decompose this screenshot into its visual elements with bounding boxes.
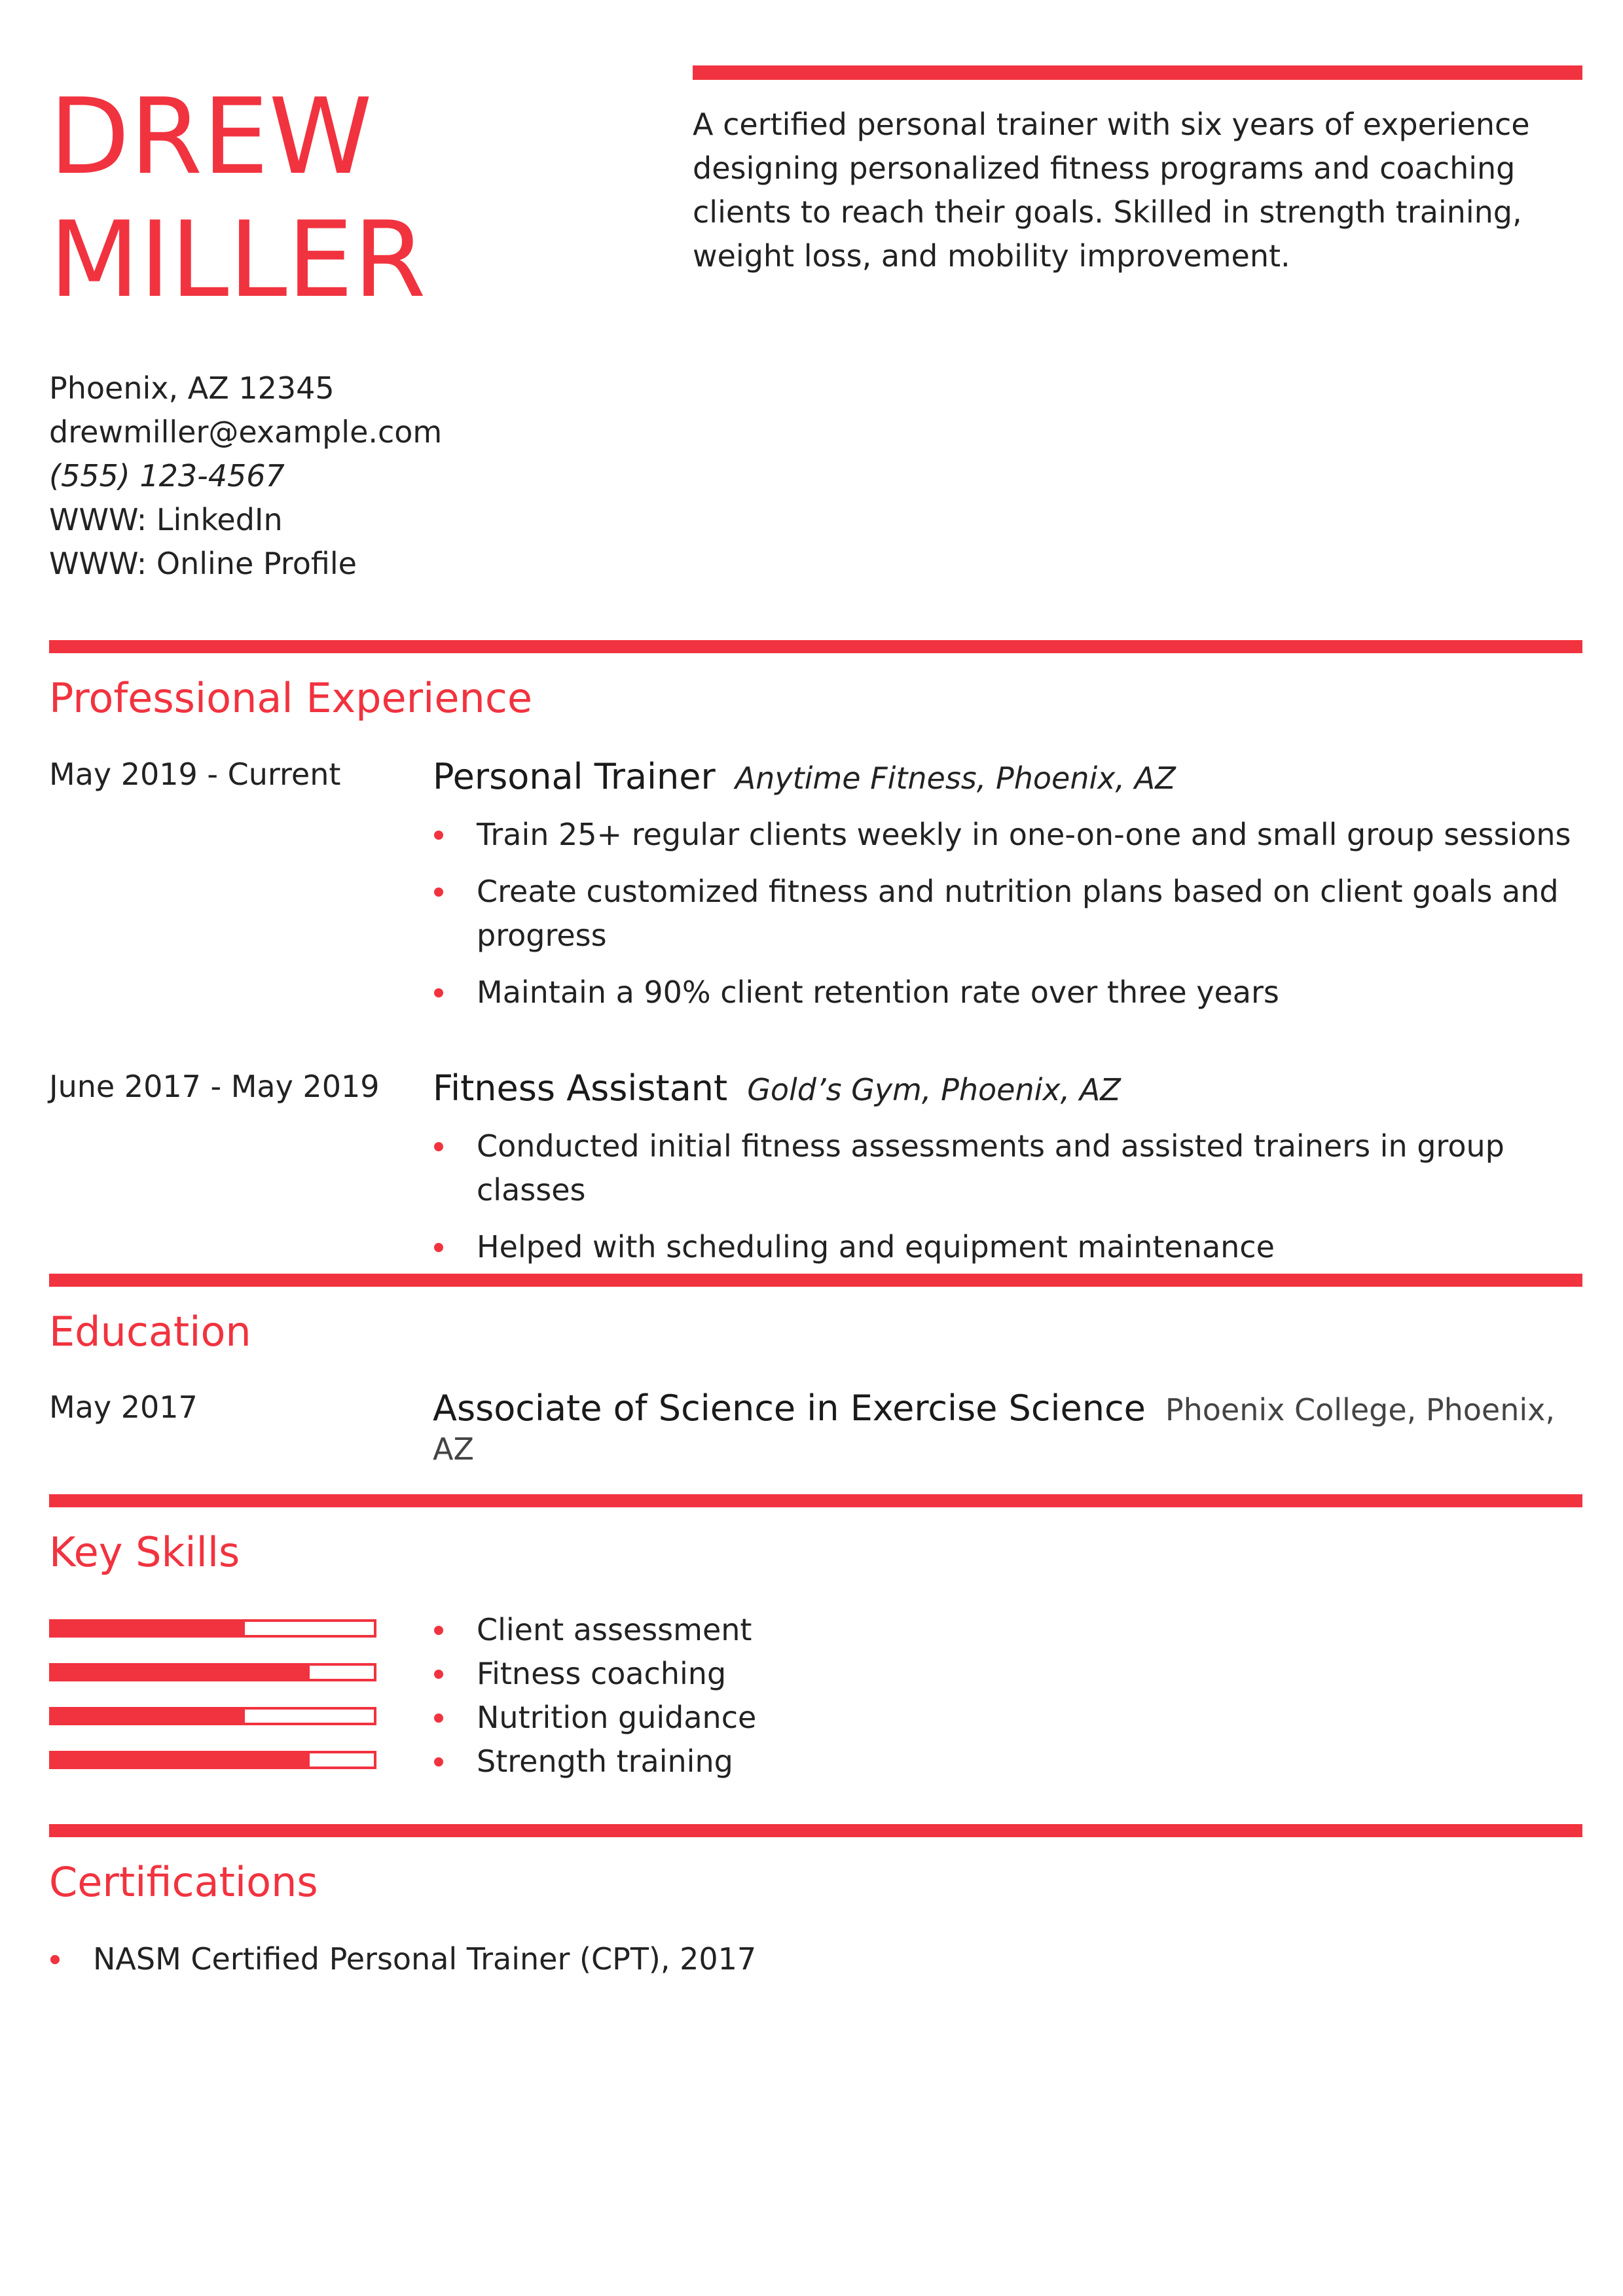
skill-level-bar bbox=[49, 1751, 376, 1769]
contact-online-profile[interactable]: WWW: Online Profile bbox=[49, 546, 357, 581]
education-heading: Education bbox=[49, 1308, 251, 1355]
skill-level-fill bbox=[52, 1753, 310, 1767]
summary-text: A certified personal trainer with six years of experience designing personalized fitness programs and coaching clients to reach their goals. Skilled in strength training, weight loss, and mobility improvement. bbox=[693, 107, 1530, 274]
job-2 bbox=[433, 1066, 1572, 1269]
job-2-dates: June 2017 - May 2019 bbox=[49, 1069, 380, 1104]
job-1-dates: May 2019 - Current bbox=[49, 757, 341, 792]
name-first: DREW bbox=[49, 75, 373, 198]
skills-heading: Key Skills bbox=[49, 1528, 240, 1576]
experience-rule bbox=[49, 640, 1582, 653]
list-item: Conducted initial fitness assessments and assisted trainers in group classes bbox=[433, 1124, 1572, 1212]
job-1 bbox=[433, 754, 1572, 1014]
education-rule bbox=[49, 1274, 1582, 1287]
contact-location: Phoenix, AZ 12345 bbox=[49, 370, 335, 406]
list-item: Create customized fitness and nutrition plans based on client goals and progress bbox=[433, 870, 1572, 958]
contact-linkedin[interactable]: WWW: LinkedIn bbox=[49, 502, 283, 537]
education-degree: Associate of Science in Exercise Science bbox=[433, 1388, 1146, 1429]
job-2-title: Fitness Assistant bbox=[433, 1067, 728, 1109]
education-school: Phoenix College, Phoenix, AZ bbox=[433, 1392, 1555, 1467]
contact-block bbox=[49, 367, 442, 586]
certifications-rule bbox=[49, 1824, 1582, 1837]
education-date: May 2017 bbox=[49, 1390, 198, 1425]
skill-level-fill bbox=[52, 1622, 245, 1635]
summary-rule bbox=[693, 65, 1582, 80]
skills-list bbox=[433, 1608, 1218, 1784]
job-1-org: Anytime Fitness, Phoenix, AZ bbox=[735, 761, 1176, 796]
skill-item: Fitness coaching bbox=[433, 1652, 1218, 1696]
job-1-title: Personal Trainer bbox=[433, 756, 716, 797]
skill-level-bar bbox=[49, 1707, 376, 1725]
skill-level-bar bbox=[49, 1663, 376, 1681]
skill-level-bar bbox=[49, 1619, 376, 1638]
list-item: Maintain a 90% client retention rate over three years bbox=[433, 971, 1572, 1014]
skill-item: Client assessment bbox=[433, 1608, 1218, 1652]
skill-item: Nutrition guidance bbox=[433, 1696, 1218, 1740]
skill-level-fill bbox=[52, 1710, 245, 1723]
list-item: Train 25+ regular clients weekly in one-on-one and small group sessions bbox=[433, 813, 1572, 857]
job-2-org: Gold’s Gym, Phoenix, AZ bbox=[747, 1072, 1121, 1107]
name-last: MILLER bbox=[49, 198, 426, 321]
skills-rule bbox=[49, 1494, 1582, 1507]
skill-item: Strength training bbox=[433, 1740, 1218, 1784]
contact-email[interactable]: drewmiller@example.com bbox=[49, 414, 443, 450]
list-item: Helped with scheduling and equipment maintenance bbox=[433, 1225, 1572, 1269]
contact-phone[interactable]: (555) 123-4567 bbox=[49, 458, 285, 493]
certifications-heading: Certifications bbox=[49, 1858, 318, 1906]
certification-item: NASM Certified Personal Trainer (CPT), 2017 bbox=[49, 1937, 1097, 1981]
certifications-list bbox=[49, 1937, 1097, 1981]
education-entry bbox=[433, 1386, 1572, 1467]
job-1-bullets bbox=[433, 813, 1572, 1014]
skill-level-fill bbox=[52, 1666, 310, 1679]
job-2-bullets bbox=[433, 1124, 1572, 1269]
experience-heading: Professional Experience bbox=[49, 674, 533, 722]
